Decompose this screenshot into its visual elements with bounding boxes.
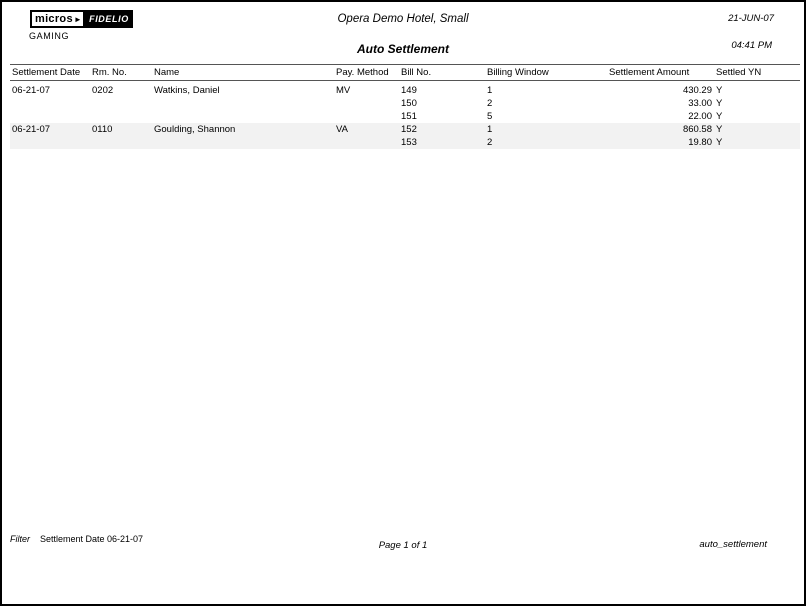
pay-method-cell (334, 110, 399, 123)
col-header-bill-no: Bill No. (399, 65, 485, 81)
micros-wordmark-text: micros (35, 13, 73, 25)
billing-window-cell: 1 (487, 85, 493, 96)
col-header-settlement-date: Settlement Date (10, 65, 90, 81)
settlement-date-cell (10, 97, 90, 110)
hotel-name: Opera Demo Hotel, Small (337, 13, 469, 25)
table-body (10, 81, 800, 150)
report-date: 21-JUN-07 (728, 13, 774, 24)
settlement-date-cell: 06-21-07 (12, 124, 51, 135)
pay-method-cell (334, 97, 399, 110)
settlement-date-cell: 06-21-07 (12, 85, 51, 96)
name-cell (152, 97, 334, 110)
name-cell (152, 136, 334, 149)
table-row (10, 136, 800, 149)
settled-yn-cell: Y (716, 111, 723, 122)
filter-label: Filter (10, 534, 30, 544)
col-header-name: Name (152, 65, 334, 81)
settlement-amount-cell: 33.00 (688, 98, 712, 109)
room-no-cell (90, 110, 152, 123)
settled-yn-cell: Y (716, 85, 723, 96)
filter-value: Settlement Date 06-21-07 (40, 534, 144, 544)
name-cell: Watkins, Daniel (154, 85, 220, 96)
billing-window-cell: 2 (487, 98, 493, 109)
billing-window-cell: 1 (487, 124, 493, 135)
billing-window-cell: 2 (487, 137, 493, 148)
col-header-settlement-amount: Settlement Amount (607, 65, 714, 81)
table-row (10, 110, 800, 123)
settlement-date-cell (10, 110, 90, 123)
settlement-amount-cell: 22.00 (688, 111, 712, 122)
division-label: GAMING (29, 31, 70, 41)
room-no-cell: 0202 (92, 85, 114, 96)
table-row (10, 81, 800, 98)
settlement-table (10, 64, 800, 149)
page-number: Page 1 of 1 (378, 540, 428, 551)
pay-method-cell (334, 136, 399, 149)
room-no-cell (90, 97, 152, 110)
col-header-pay-method: Pay. Method (334, 65, 399, 81)
table-row (10, 97, 800, 110)
billing-window-cell: 5 (487, 111, 493, 122)
report-filename: auto_settlement (699, 539, 767, 550)
col-header-room-no: Rm. No. (90, 65, 152, 81)
name-cell: Goulding, Shannon (154, 124, 236, 135)
col-header-settled-yn: Settled YN (714, 65, 800, 81)
pay-method-cell: MV (336, 85, 351, 96)
settled-yn-cell: Y (716, 98, 723, 109)
bill-no-cell: 152 (401, 124, 417, 135)
settled-yn-cell: Y (716, 137, 723, 148)
bill-no-cell: 151 (401, 111, 417, 122)
table-header-row (10, 65, 800, 81)
settlement-amount-cell: 430.29 (682, 85, 712, 96)
room-no-cell (90, 136, 152, 149)
bill-no-cell: 150 (401, 98, 417, 109)
table-row (10, 123, 800, 136)
col-header-billing-window: Billing Window (485, 65, 607, 81)
bill-no-cell: 153 (401, 137, 417, 148)
pay-method-cell: VA (336, 124, 348, 135)
logo-arrow-icon: ► (73, 14, 83, 24)
settled-yn-cell: Y (716, 124, 723, 135)
name-cell (152, 110, 334, 123)
settlement-amount-cell: 19.80 (688, 137, 712, 148)
bill-no-cell: 149 (401, 85, 417, 96)
fidelio-wordmark: FIDELIO (85, 10, 133, 28)
settlement-amount-cell: 860.58 (682, 124, 712, 135)
room-no-cell: 0110 (92, 124, 113, 135)
settlement-date-cell (10, 136, 90, 149)
report-time: 04:41 PM (731, 40, 772, 51)
report-title: Auto Settlement (356, 42, 449, 56)
